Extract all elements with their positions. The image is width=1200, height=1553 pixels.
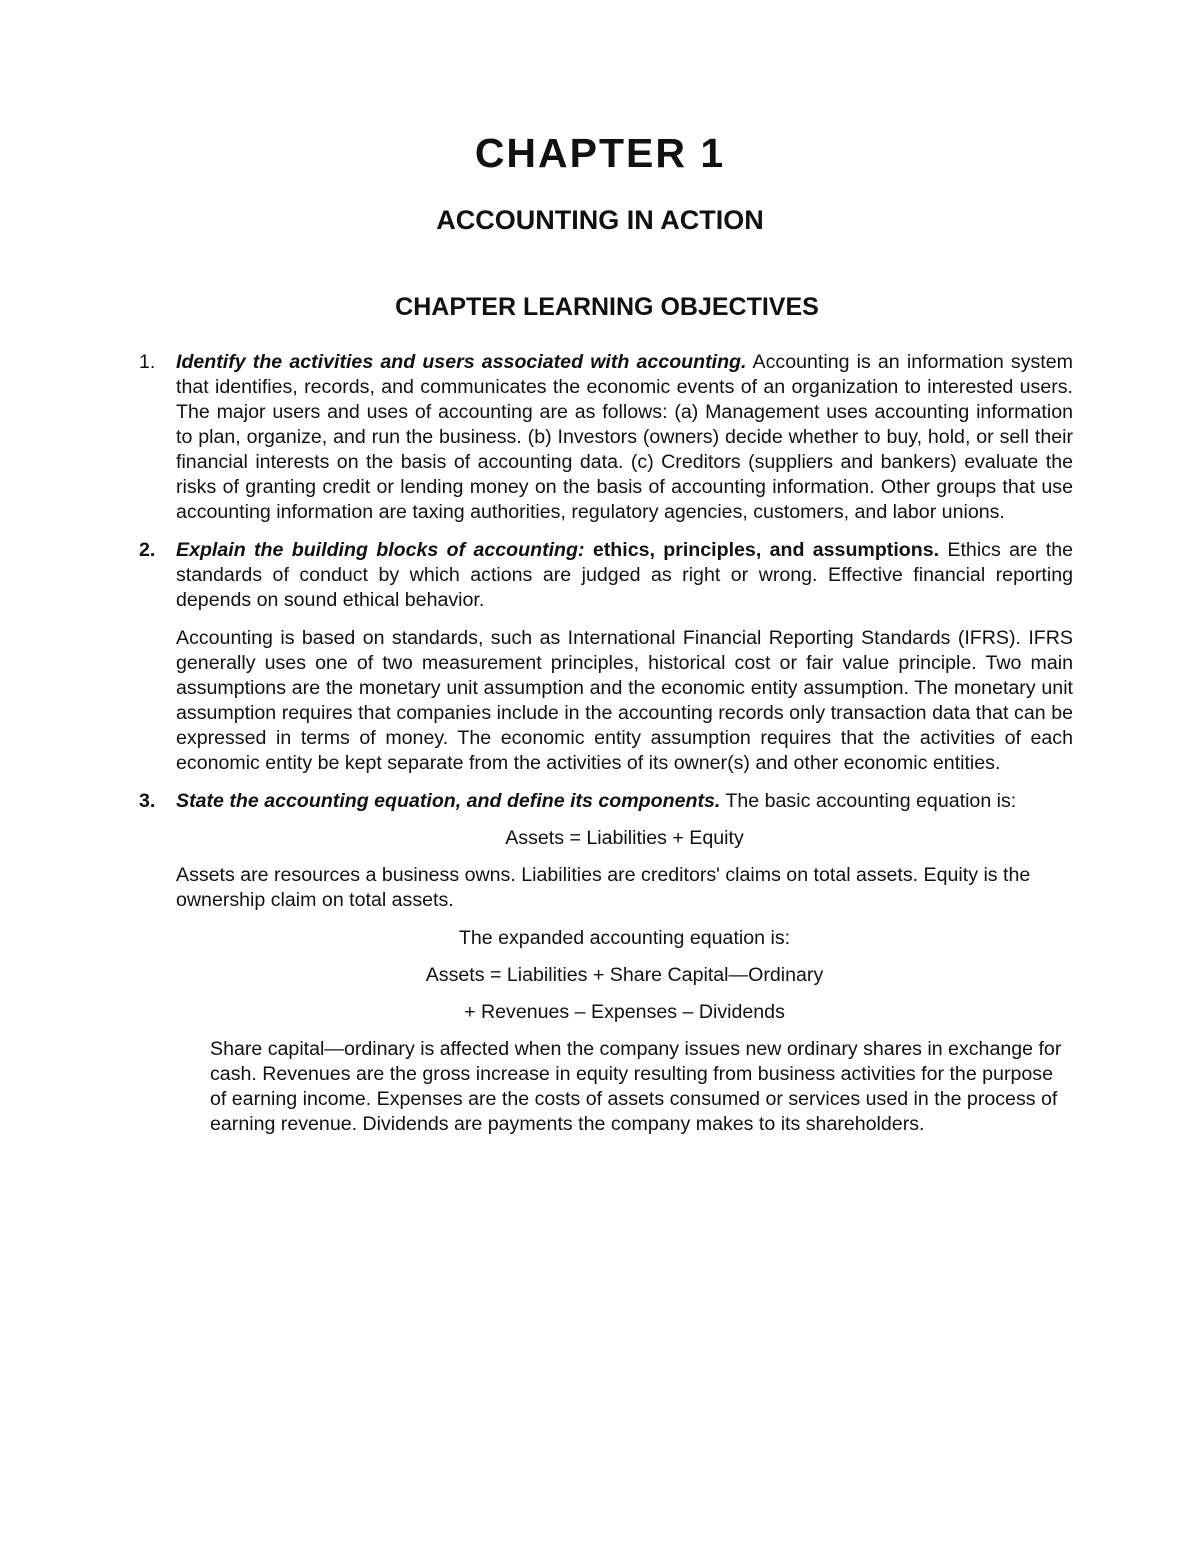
- section-heading: CHAPTER LEARNING OBJECTIVES: [395, 293, 819, 321]
- learning-objectives-list: [139, 350, 1073, 1137]
- objective-item: [139, 789, 1073, 1137]
- objective-number: 3.: [139, 790, 156, 812]
- objective-lead-bold: ethics, principles, and assumptions.: [592, 539, 940, 561]
- expanded-equation-line-1: Assets = Liabilities + Share Capital—Ordinary: [425, 964, 824, 986]
- equation-closing-paragraph: Share capital—ordinary is affected when the company issues new ordinary shares in exchange for cash. Revenues are the gross increase in equity resulting from business activities for the purpose of earning income. Expenses are the costs of assets consumed or services used in the process of earning revenue. Dividends are payments the company makes to its shareholders.: [210, 1038, 1062, 1135]
- objective-paragraph: [176, 538, 1073, 613]
- objective-body: The basic accounting equation is:: [725, 790, 1017, 812]
- equation-definitions: Assets are resources a business owns. Liabilities are creditors' claims on total assets. Equity is the ownership claim on total assets.: [176, 864, 1031, 911]
- chapter-title: ACCOUNTING IN ACTION: [436, 205, 764, 235]
- objective-number: 1.: [139, 351, 156, 373]
- objective-body: Accounting is an information system that identifies, records, and communicates the economic events of an organization to interested users. The major users and uses of accounting are as follows: (a) Management uses accounting information to plan, organize, and run the business. (b) Investors (owners) decide whether to buy, hold, or sell their financial interests on the basis of accounting data. (c) Creditors (suppliers and bankers) evaluate the risks of granting credit or lending money on the basis of accounting information. Other groups that use accounting information are taxing authorities, regulatory agencies, customers, and labor unions.: [176, 351, 1073, 523]
- chapter-number: CHAPTER 1: [474, 130, 726, 176]
- expanded-equation-intro: The expanded accounting equation is:: [458, 927, 791, 949]
- objective-lead: Explain the building blocks of accounting:: [176, 539, 585, 561]
- objective-number: 2.: [139, 539, 156, 561]
- objective-lead: State the accounting equation, and define its components.: [176, 790, 721, 812]
- basic-accounting-equation: Assets = Liabilities + Equity: [505, 827, 744, 849]
- objective-paragraph: [176, 789, 1073, 814]
- objective-paragraph-continued: Accounting is based on standards, such as International Financial Reporting Standards (IFRS). IFRS generally uses one of two measurement principles, historical cost or fair value principle. Two main assumptions are the monetary unit assumption and the economic entity assumption. The monetary unit assumption requires that companies include in the accounting records only transaction data that can be expressed in terms of money. The economic entity assumption requires that the activities of each economic entity be kept separate from the activities of its owner(s) and other economic entities.: [176, 627, 1073, 774]
- objective-body: Ethics are the standards of conduct by which actions are judged as right or wrong. Effective financial reporting depends on sound ethical behavior.: [176, 539, 1073, 611]
- objective-item: [139, 538, 1073, 776]
- expanded-equation-line-2: + Revenues – Expenses – Dividends: [464, 1001, 785, 1023]
- objective-item: [139, 350, 1073, 525]
- objective-lead: Identify the activities and users associated with accounting.: [176, 351, 747, 373]
- objective-paragraph: [176, 350, 1073, 525]
